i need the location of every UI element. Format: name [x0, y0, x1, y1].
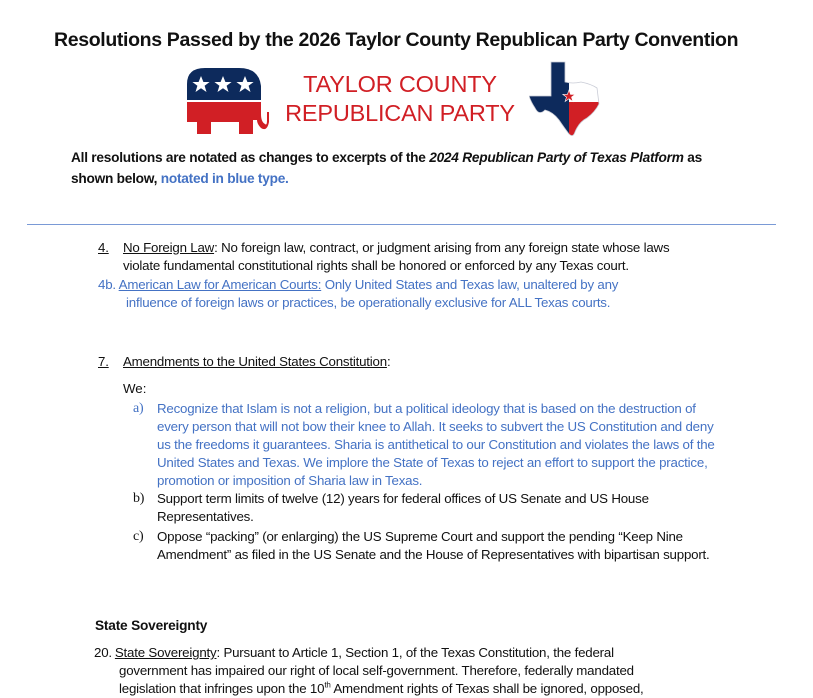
gop-elephant-icon: [181, 64, 269, 134]
divider-line: [27, 224, 776, 225]
texas-state-flag-map-icon: [529, 60, 601, 138]
intro-note: [71, 147, 711, 189]
line-3-text: legislation that infringes upon the 10: [119, 681, 325, 696]
sub-item-text: Oppose “packing” (or enlarging) the US Supreme Court and support the pending “Keep Nine Amendment” as filed in the US Senate and the House of Representatives with bipartisan support.: [157, 529, 710, 562]
ordinal-suffix: th: [324, 680, 331, 690]
item-text: : No foreign law, contract, or judgment arising from any foreign state whose laws: [214, 240, 670, 255]
sub-item-text: Recognize that Islam is not a religion, but a political ideology that is based on the destruction of every person that will not bow their knee to Allah. It seeks to subvert the US Constitution and deny us the freedoms it guarantees. Sharia is antithetical to our Constitution and violates the laws of the United States and Texas. We implore the State of Texas to reject an effort to support the practice, promotion or imposition of Sharia law in Texas.: [157, 401, 715, 488]
logo-line-1: TAYLOR COUNTY: [303, 71, 497, 97]
logo-line-2: REPUBLICAN PARTY: [285, 100, 515, 126]
sub-item-c: [133, 528, 723, 564]
sub-item-a: [133, 400, 723, 490]
blue-type-note: notated in blue type.: [160, 171, 289, 186]
resolution-item-4: [98, 239, 738, 275]
item-heading: Amendments to the United States Constitution: [123, 354, 387, 369]
item-text: : Pursuant to Article 1, Section 1, of the Texas Constitution, the federal: [216, 645, 614, 660]
resolution-item-4b: [98, 276, 738, 312]
item-heading: No Foreign Law: [123, 240, 215, 255]
intro-text: All resolutions are notated as changes to excerpts of the: [71, 150, 430, 165]
line-3-text-end: Amendment rights of Texas shall be ignored, opposed,: [330, 681, 644, 696]
item-number: 4.: [98, 240, 109, 255]
item-text: Only United States and Texas law, unaltered by any: [321, 277, 619, 292]
item-text-line-3: [94, 680, 744, 698]
logo-text: [275, 70, 525, 128]
item-text-line-2: government has impaired our right of local self-government. Therefore, federally mandated: [119, 663, 634, 678]
item-text-continued: influence of foreign laws or practices, be operationally exclusive for ALL Texas courts.: [126, 295, 611, 310]
item-number: 4b.: [98, 277, 119, 292]
document-title: Resolutions Passed by the 2026 Taylor County Republican Party Convention: [54, 29, 739, 51]
platform-title: 2024 Republican Party of Texas Platform: [429, 150, 684, 165]
sub-item-text: Support term limits of twelve (12) years for federal offices of US Senate and US House Representatives.: [157, 491, 649, 524]
item-number: 20.: [94, 645, 112, 660]
resolution-item-7: [98, 353, 738, 371]
section-heading: State Sovereignty: [95, 618, 208, 633]
intro-text-2: as shown below,: [71, 150, 702, 186]
item-heading: American Law for American Courts:: [118, 277, 322, 292]
sub-item-label: a): [133, 401, 144, 416]
item-colon: :: [386, 354, 391, 369]
sub-item-label: c): [133, 529, 144, 544]
item-number: 7.: [98, 354, 109, 369]
resolution-item-20: [94, 644, 744, 698]
sub-item-b: [133, 490, 723, 526]
item-text-continued: violate fundamental constitutional rights shall be honored or enforced by any Texas court.: [123, 258, 629, 273]
sub-item-label: b): [133, 491, 145, 506]
party-logo: [181, 60, 611, 138]
item-heading: State Sovereignty: [114, 645, 217, 660]
we-label: We:: [123, 381, 147, 396]
